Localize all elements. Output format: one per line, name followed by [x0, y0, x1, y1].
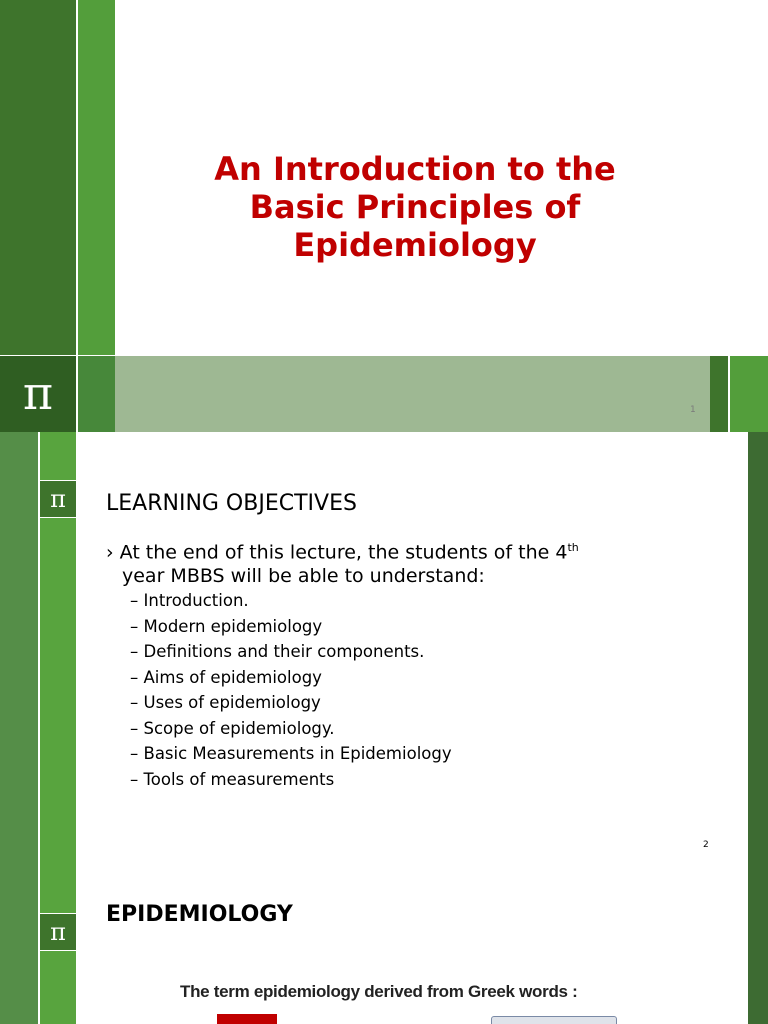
list-item: – Introduction. — [130, 591, 249, 610]
epidemiology-slide — [0, 866, 768, 1024]
slide-number: 2 — [703, 840, 709, 850]
right-band-dark — [748, 432, 768, 866]
list-item: – Tools of measurements — [130, 769, 335, 789]
bullet-line: year MBBS will be able to understand: — [122, 565, 485, 588]
left-band-mid — [0, 866, 38, 1024]
left-band-mid — [0, 432, 38, 866]
ordinal-suffix: th — [567, 541, 579, 554]
slide-heading: EPIDEMIOLOGY — [106, 902, 293, 927]
slide-heading: LEARNING OBJECTIVES — [106, 491, 357, 516]
bullet-text — [106, 536, 706, 588]
title-line: Epidemiology — [293, 226, 537, 264]
list-item: – Modern epidemiology — [130, 616, 323, 636]
red-word-fragment — [217, 1014, 277, 1024]
logo-tile — [40, 480, 76, 518]
left-band-dark — [0, 0, 76, 355]
list-item: – Basic Measurements in Epidemiology — [130, 744, 452, 763]
bullet-marker: › — [106, 541, 114, 564]
title-line: Basic Principles of — [249, 188, 581, 226]
pi-symbol-icon: π — [50, 485, 66, 513]
logo-tile — [40, 913, 76, 951]
objectives-list — [130, 588, 452, 792]
word-box-fragment — [491, 1016, 617, 1024]
image-caption: The term epidemiology derived from Greek words : — [180, 982, 578, 1001]
title-slide — [0, 0, 768, 432]
list-item: – Definitions and their components. — [130, 642, 425, 661]
right-band-dark — [748, 866, 768, 1024]
footer-band-pale — [115, 356, 710, 432]
bullet-line: At the end of this lecture, the students of the 4 — [119, 541, 568, 564]
title-line: An Introduction to the — [214, 150, 616, 188]
list-item: – Scope of epidemiology. — [130, 718, 335, 738]
footer-block-mid-right — [730, 356, 768, 432]
slide-number: 1 — [690, 405, 696, 415]
slide-title — [150, 150, 680, 264]
pi-symbol-icon: π — [22, 366, 54, 420]
learning-objectives-slide — [0, 432, 768, 866]
pi-symbol-icon: π — [50, 918, 66, 946]
logo-tile — [0, 356, 76, 432]
list-item: – Uses of epidemiology — [130, 693, 321, 712]
list-item: – Aims of epidemiology — [130, 667, 322, 687]
footer-block-mid — [78, 356, 115, 432]
greek-words-image — [175, 978, 625, 1024]
footer-block-dark — [710, 356, 728, 432]
left-band-mid — [78, 0, 115, 355]
